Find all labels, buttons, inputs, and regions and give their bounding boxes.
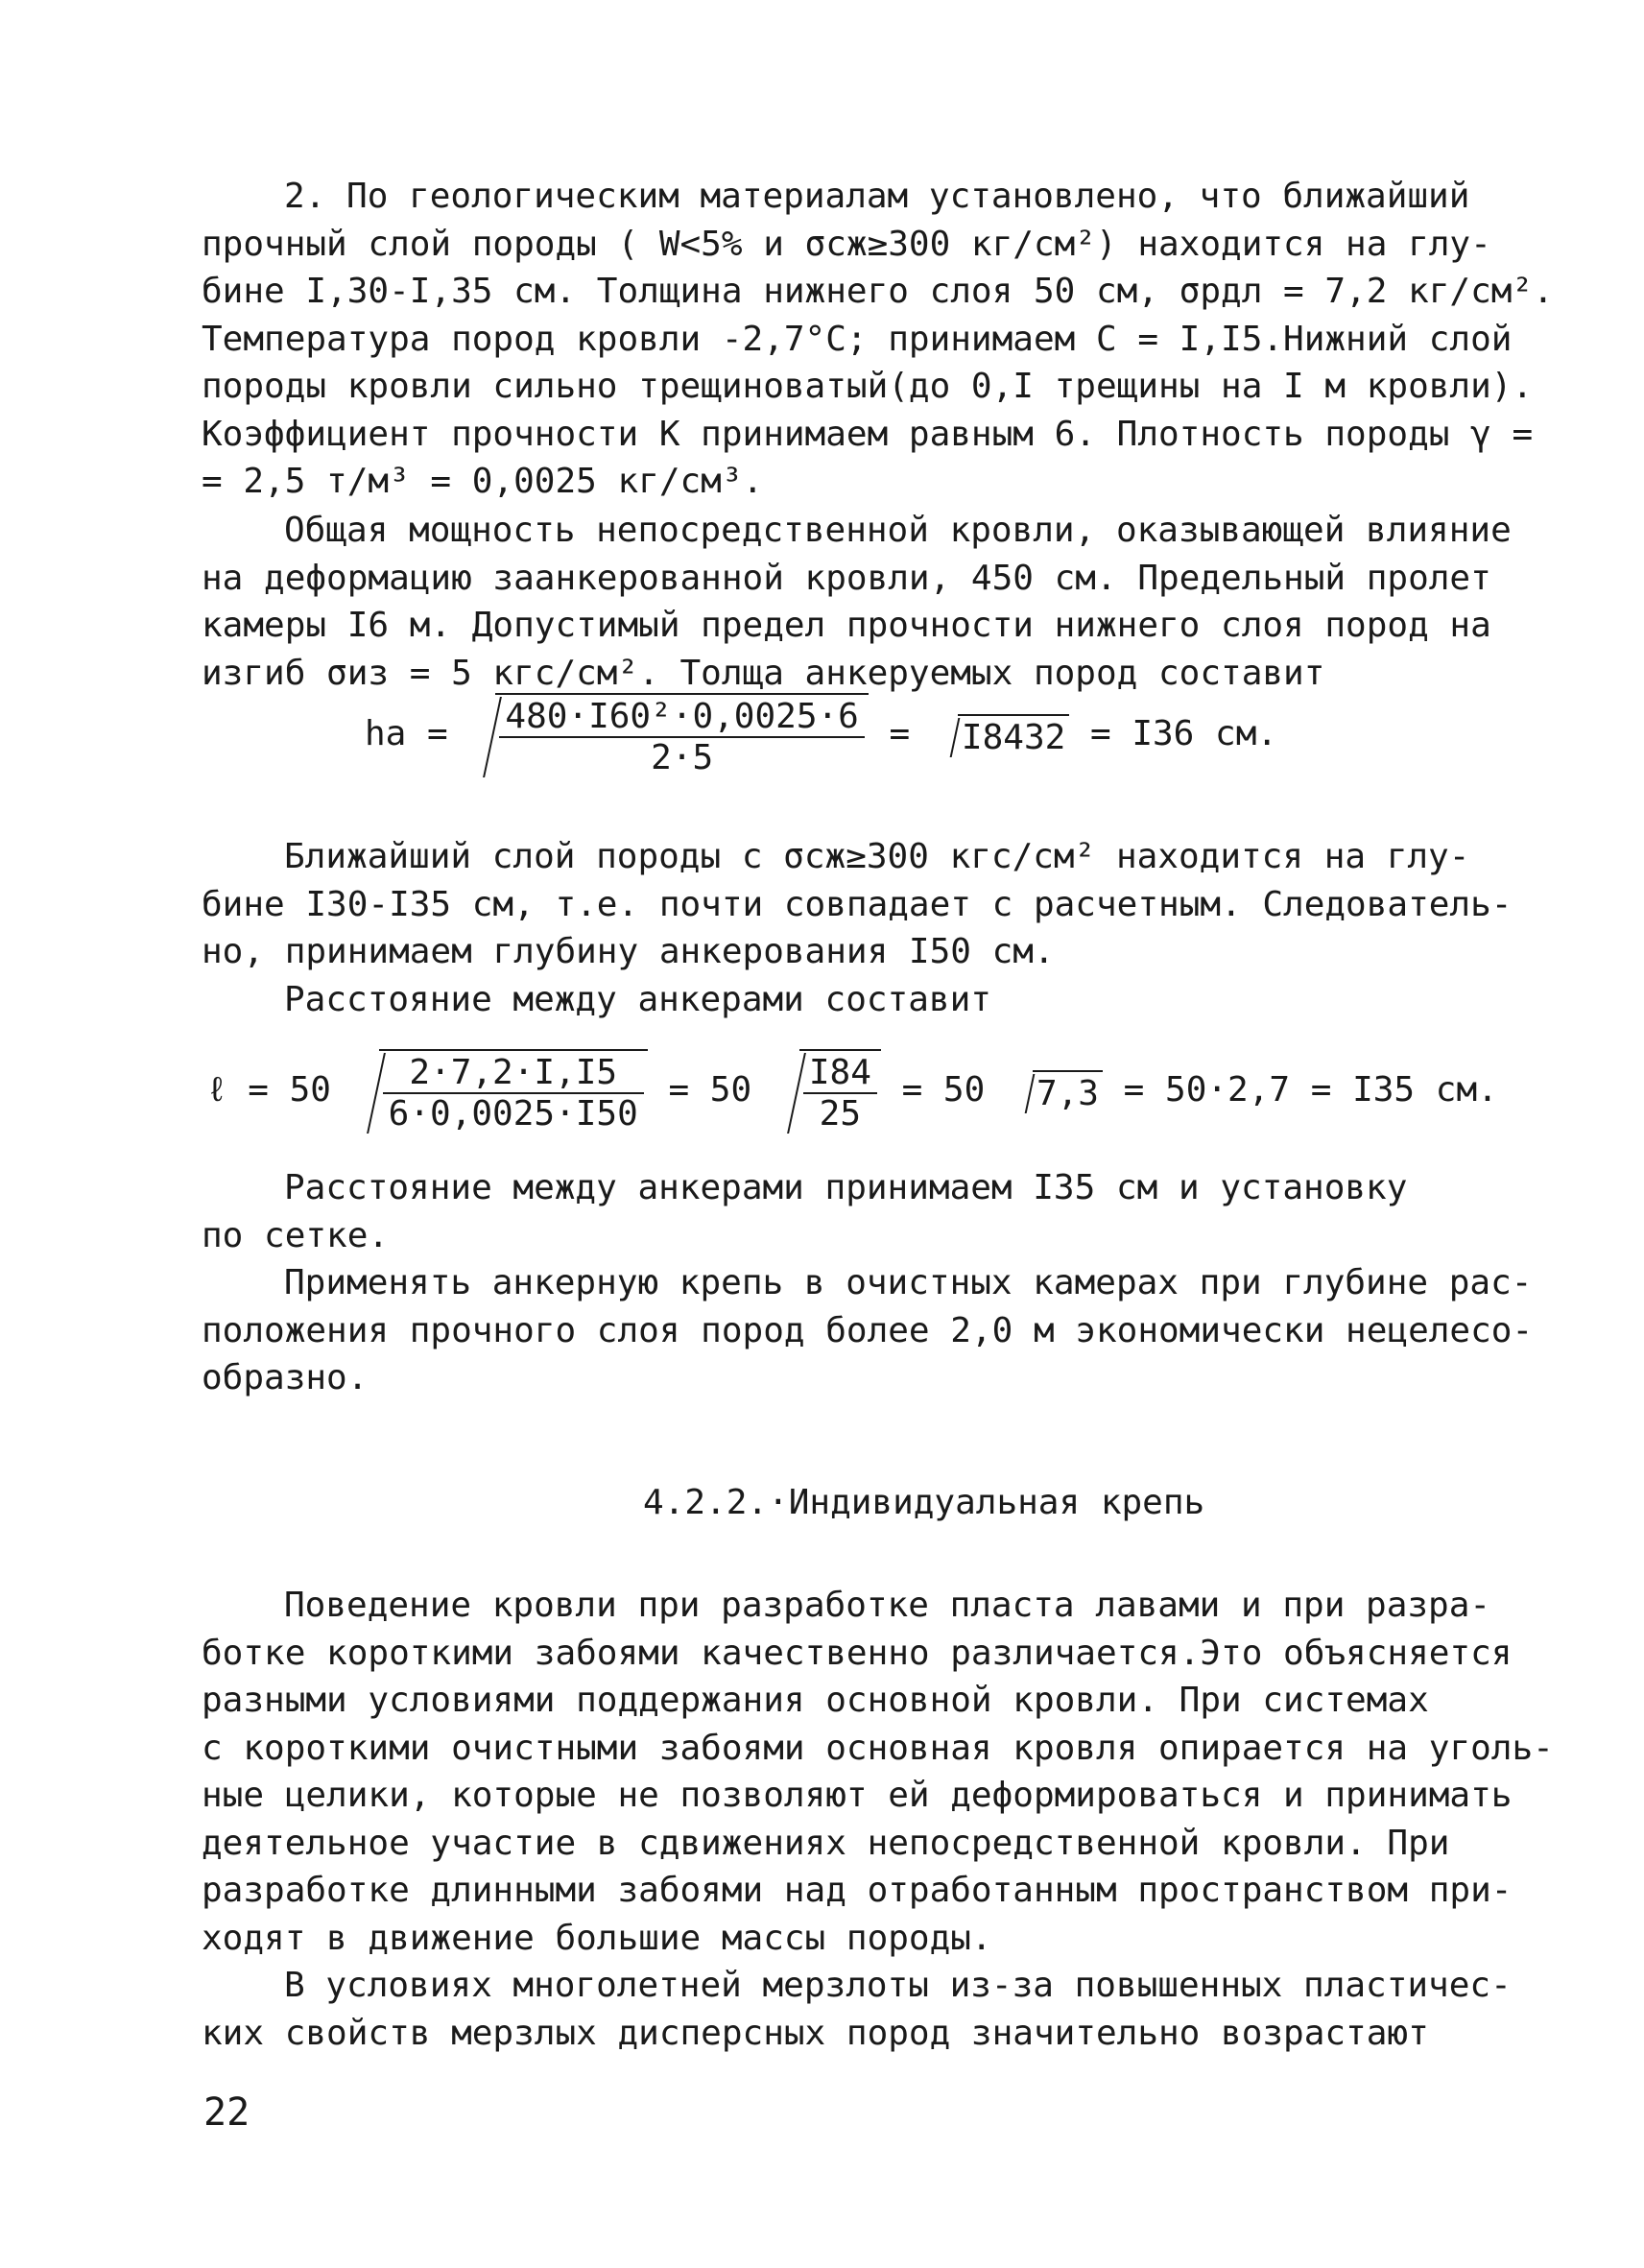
fraction (499, 697, 864, 777)
text-line: изгиб σиз = 5 кгс/см². Толща анкеруемых пород составит (202, 653, 1325, 693)
fraction (803, 1053, 877, 1134)
text-line: Температура пород кровли -2,7°С; принимаем С = I,I5.Нижний слой (202, 319, 1513, 359)
text-line: положения прочного слоя пород более 2,0 м экономически нецелесо- (202, 1310, 1534, 1350)
text-line: Ближайший слой породы с σсж≥300 кгс/см² находится на глу- (284, 837, 1470, 876)
text-line: В условиях многолетней мерзлоты из-за повышенных пластичес- (284, 1966, 1512, 2005)
fraction-denominator: 2·5 (651, 738, 714, 777)
page-number: 22 (203, 2090, 250, 2135)
formula-equals: = 50 (901, 1070, 986, 1110)
text-line: по сетке. (202, 1215, 390, 1255)
fraction-numerator: I84 (803, 1053, 877, 1094)
text-line: Расстояние между анкерами составит (284, 980, 991, 1019)
square-root (468, 693, 868, 777)
paragraph-permafrost (202, 1962, 1512, 2057)
fraction-numerator: 480·I60²·0,0025·6 (499, 697, 864, 738)
square-root (773, 1049, 881, 1134)
fraction-numerator: 2·7,2·I,I5 (383, 1053, 644, 1094)
square-root (352, 1049, 648, 1134)
paragraph-spacing-accept (202, 1164, 1449, 1259)
text-line: разными условиями поддержания основной кровли. При системах (202, 1681, 1429, 1720)
formula-result: = 50·2,7 = I35 см. (1123, 1070, 1498, 1110)
text-line: ные целики, которые не позволяют ей деформироваться и принимать (202, 1776, 1513, 1815)
formula-lhs: ℓ = 50 (206, 1070, 331, 1110)
text-line: Коэффициент прочности К принимаем равным 6. Плотность породы γ = (202, 414, 1534, 454)
formula-anchor-thickness (365, 693, 1277, 777)
paragraph-spacing-intro (202, 976, 1449, 1024)
paragraph-geology (202, 173, 1554, 506)
fraction-denominator: 25 (819, 1094, 862, 1134)
text-line: прочный слой породы ( W<5% и σсж≥300 кг/см²) находится на глу- (202, 224, 1491, 264)
formula-equals: = (889, 714, 911, 753)
text-line: на деформацию заанкерованной кровли, 450 см. Предельный пролет (202, 558, 1491, 598)
text-line: Расстояние между анкерами принимаем I35 см и установку (284, 1168, 1408, 1207)
paragraph-roof-thickness (202, 507, 1512, 697)
text-line: бине I30-I35 см, т.е. почти совпадает с расчетным. Следователь- (202, 884, 1513, 924)
text-line: ботке короткими забоями качественно различается.Это объясняется (202, 1633, 1513, 1673)
text-line: образно. (202, 1358, 369, 1397)
paragraph-nearest-layer (202, 833, 1513, 976)
fraction-denominator: 6·0,0025·I50 (388, 1094, 638, 1134)
formula-result: = I36 см. (1089, 714, 1278, 753)
paragraph-economic (202, 1259, 1534, 1402)
formula-anchor-spacing (206, 1049, 1498, 1134)
text-line: деятельное участие в сдвижениях непосредственной кровли. При (202, 1823, 1450, 1863)
formula-lhs: hа = (365, 714, 448, 753)
text-line: Общая мощность непосредственной кровли, оказывающей влияние (284, 511, 1512, 550)
text-line: Поведение кровли при разработке пласта лавами и при разра- (284, 1586, 1491, 1625)
text-line: разработке длинными забоями над отработанным пространством при- (202, 1871, 1513, 1910)
text-line: 2. По геологическим материалам установлено, что ближайший (284, 177, 1470, 216)
formula-equals: = 50 (668, 1070, 752, 1110)
text-line: Применять анкерную крепь в очистных камерах при глубине рас- (284, 1263, 1533, 1302)
text-line: ходят в движение большие массы породы. (202, 1918, 992, 1958)
paragraph-roof-behavior (202, 1582, 1554, 1962)
square-root (931, 714, 1069, 757)
fraction (383, 1053, 644, 1134)
radicand: 7,3 (1033, 1070, 1103, 1113)
text-line: но, принимаем глубину анкерования I50 см. (202, 932, 1055, 971)
radicand: I8432 (958, 714, 1069, 757)
text-line: = 2,5 т/м³ = 0,0025 кг/см³. (202, 462, 764, 501)
text-line: породы кровли сильно трещиноватый(до 0,I трещины на I м кровли). (202, 367, 1534, 406)
section-heading: 4.2.2.·Индивидуальная крепь (643, 1483, 1205, 1522)
square-root (1006, 1070, 1103, 1113)
text-line: с короткими очистными забоями основная кровля опирается на уголь- (202, 1728, 1554, 1768)
text-line: ких свойств мерзлых дисперсных пород значительно возрастают (202, 2013, 1429, 2053)
text-line: камеры I6 м. Допустимый предел прочности нижнего слоя пород на (202, 606, 1491, 645)
text-line: бине I,30-I,35 см. Толщина нижнего слоя 50 см, σрдл = 7,2 кг/см². (202, 272, 1554, 311)
